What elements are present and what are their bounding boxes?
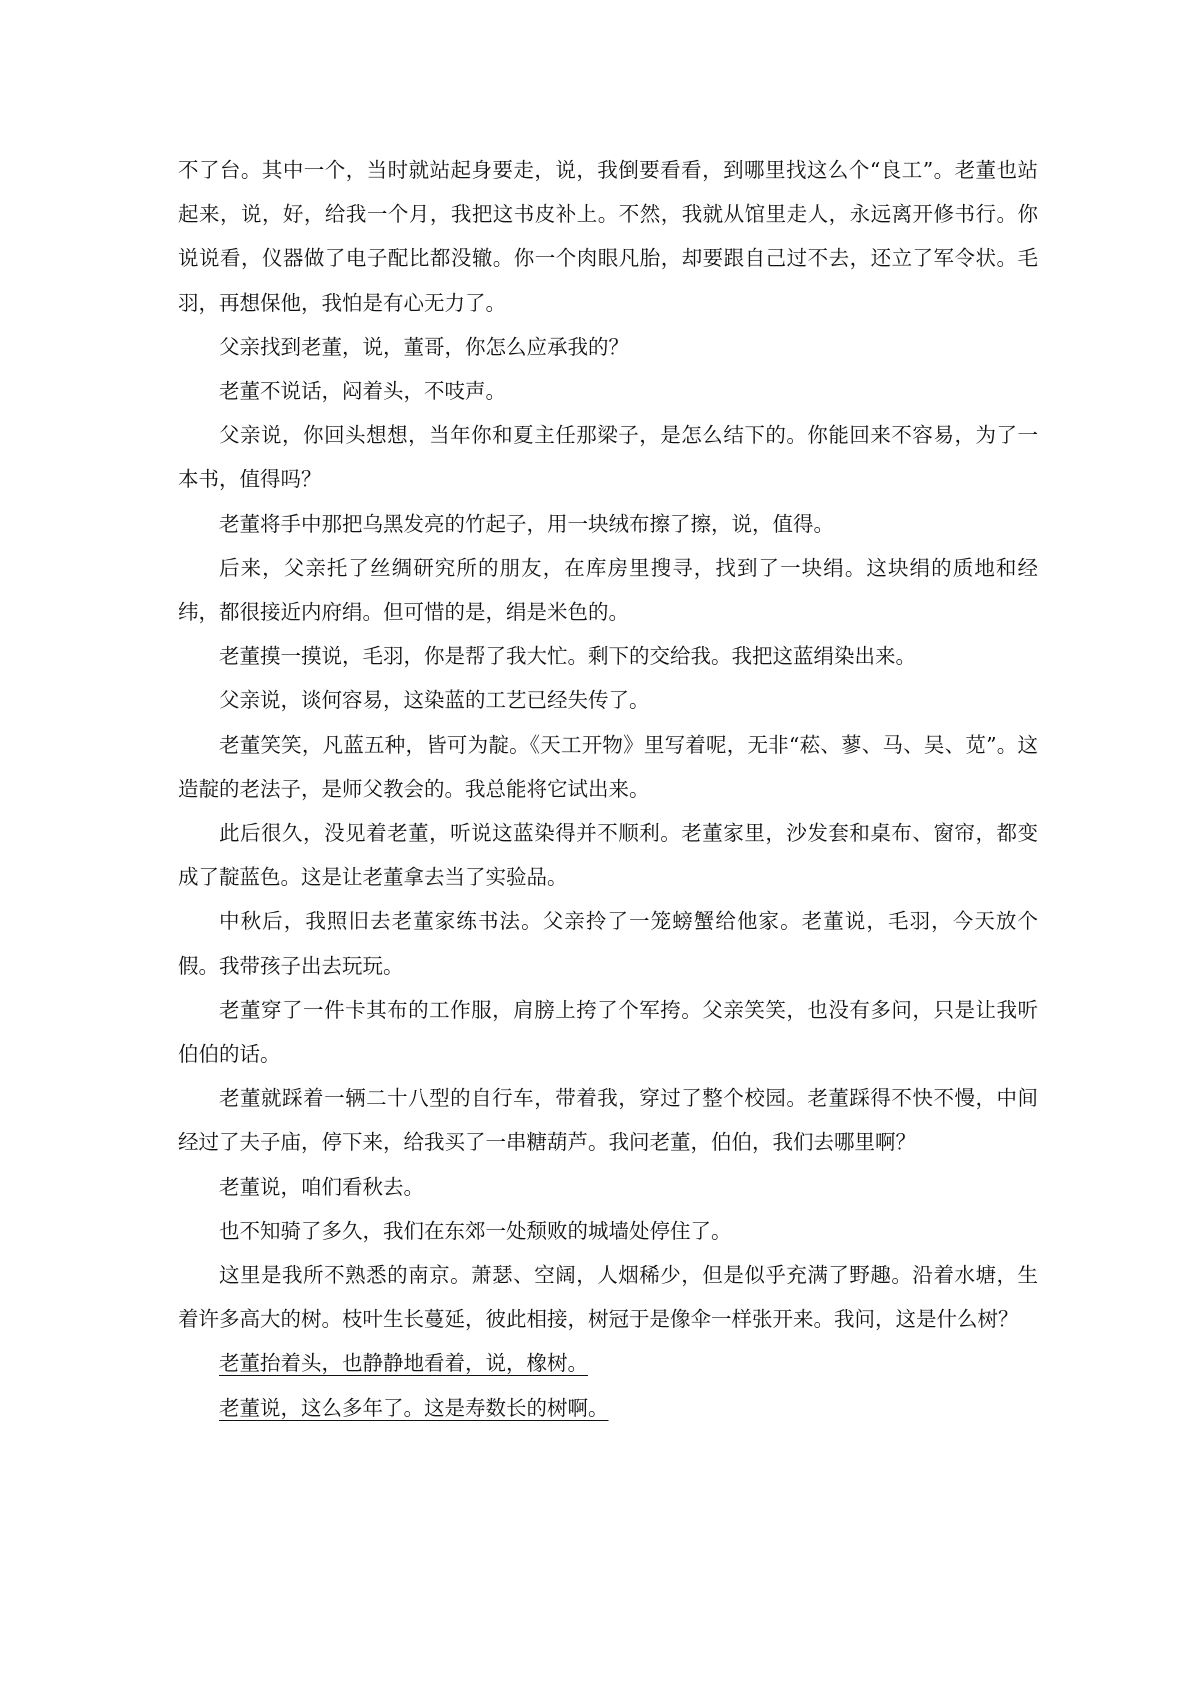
paragraph: 老董不说话，闷着头，不吱声。 <box>219 379 506 404</box>
paragraph: 不了台。其中一个，当时就站起身要走，说，我倒要看看，到哪里找这么个“良工”。老董也站起来，说，好，给我一个月，我把这书皮补上。不然，我就从馆里走人，永远离开修书行。你说说看，仪器做了电子配比都没辙。你一个肉眼凡胎，却要跟自己过不去，还立了军令状。毛羽，再想保他，我怕是有心无力了。 <box>178 158 1038 315</box>
paragraph: 老董说，咱们看秋去。 <box>219 1174 424 1199</box>
paragraph: 父亲说，谈何容易，这染蓝的工艺已经失传了。 <box>219 688 650 713</box>
paragraph: 老董将手中那把乌黑发亮的竹起子，用一块绒布擦了擦，说，值得。 <box>219 511 834 536</box>
paragraph: 后来，父亲托了丝绸研究所的朋友，在库房里搜寻，找到了一块绢。这块绢的质地和经纬，都很接近内府绢。但可惜的是，绢是米色的。 <box>178 555 1038 625</box>
underlined-sentence: 老董说，这么多年了。这是寿数长的树啊。 <box>219 1395 609 1420</box>
underlined-sentence: 老董抬着头，也静静地看着，说，橡树。 <box>219 1351 588 1376</box>
text-body <box>178 148 1038 1430</box>
paragraph: 老董就踩着一辆二十八型的自行车，带着我，穿过了整个校园。老董踩得不快不慢，中间经过了夫子庙，停下来，给我买了一串糖葫芦。我问老董，伯伯，我们去哪里啊？ <box>178 1086 1038 1155</box>
paragraph: 中秋后，我照旧去老董家练书法。父亲拎了一笼螃蟹给他家。老董说，毛羽，今天放个假。我带孩子出去玩玩。 <box>178 909 1038 978</box>
paragraph: 老董笑笑，凡蓝五种，皆可为靛。《天工开物》里写着呢，无非“菘、蓼、马、吴、苋”。这造靛的老法子，是师父教会的。我总能将它试出来。 <box>178 732 1038 801</box>
paragraph: 此后很久，没见着老董，听说这蓝染得并不顺利。老董家里，沙发套和桌布、窗帘，都变成了靛蓝色。这是让老董拿去当了实验品。 <box>178 821 1038 890</box>
paragraph: 老董摸一摸说，毛羽，你是帮了我大忙。剩下的交给我。我把这蓝绢染出来。 <box>219 644 916 669</box>
underlined-paragraph <box>178 1341 1038 1385</box>
paragraph: 也不知骑了多久，我们在东郊一处颓败的城墙处停住了。 <box>219 1218 732 1243</box>
paragraph: 老董穿了一件卡其布的工作服，肩膀上挎了个军挎。父亲笑笑，也没有多问，只是让我听伯伯的话。 <box>178 997 1038 1067</box>
paragraph: 这里是我所不熟悉的南京。萧瑟、空阔，人烟稀少，但是似乎充满了野趣。沿着水塘，生着许多高大的树。枝叶生长蔓延，彼此相接，树冠于是像伞一样张开来。我问，这是什么树？ <box>178 1263 1038 1332</box>
paragraph: 父亲说，你回头想想，当年你和夏主任那梁子，是怎么结下的。你能回来不容易，为了一本书，值得吗？ <box>178 423 1038 492</box>
paragraph: 父亲找到老董，说，董哥，你怎么应承我的？ <box>219 334 629 359</box>
underlined-paragraph <box>178 1386 1038 1430</box>
